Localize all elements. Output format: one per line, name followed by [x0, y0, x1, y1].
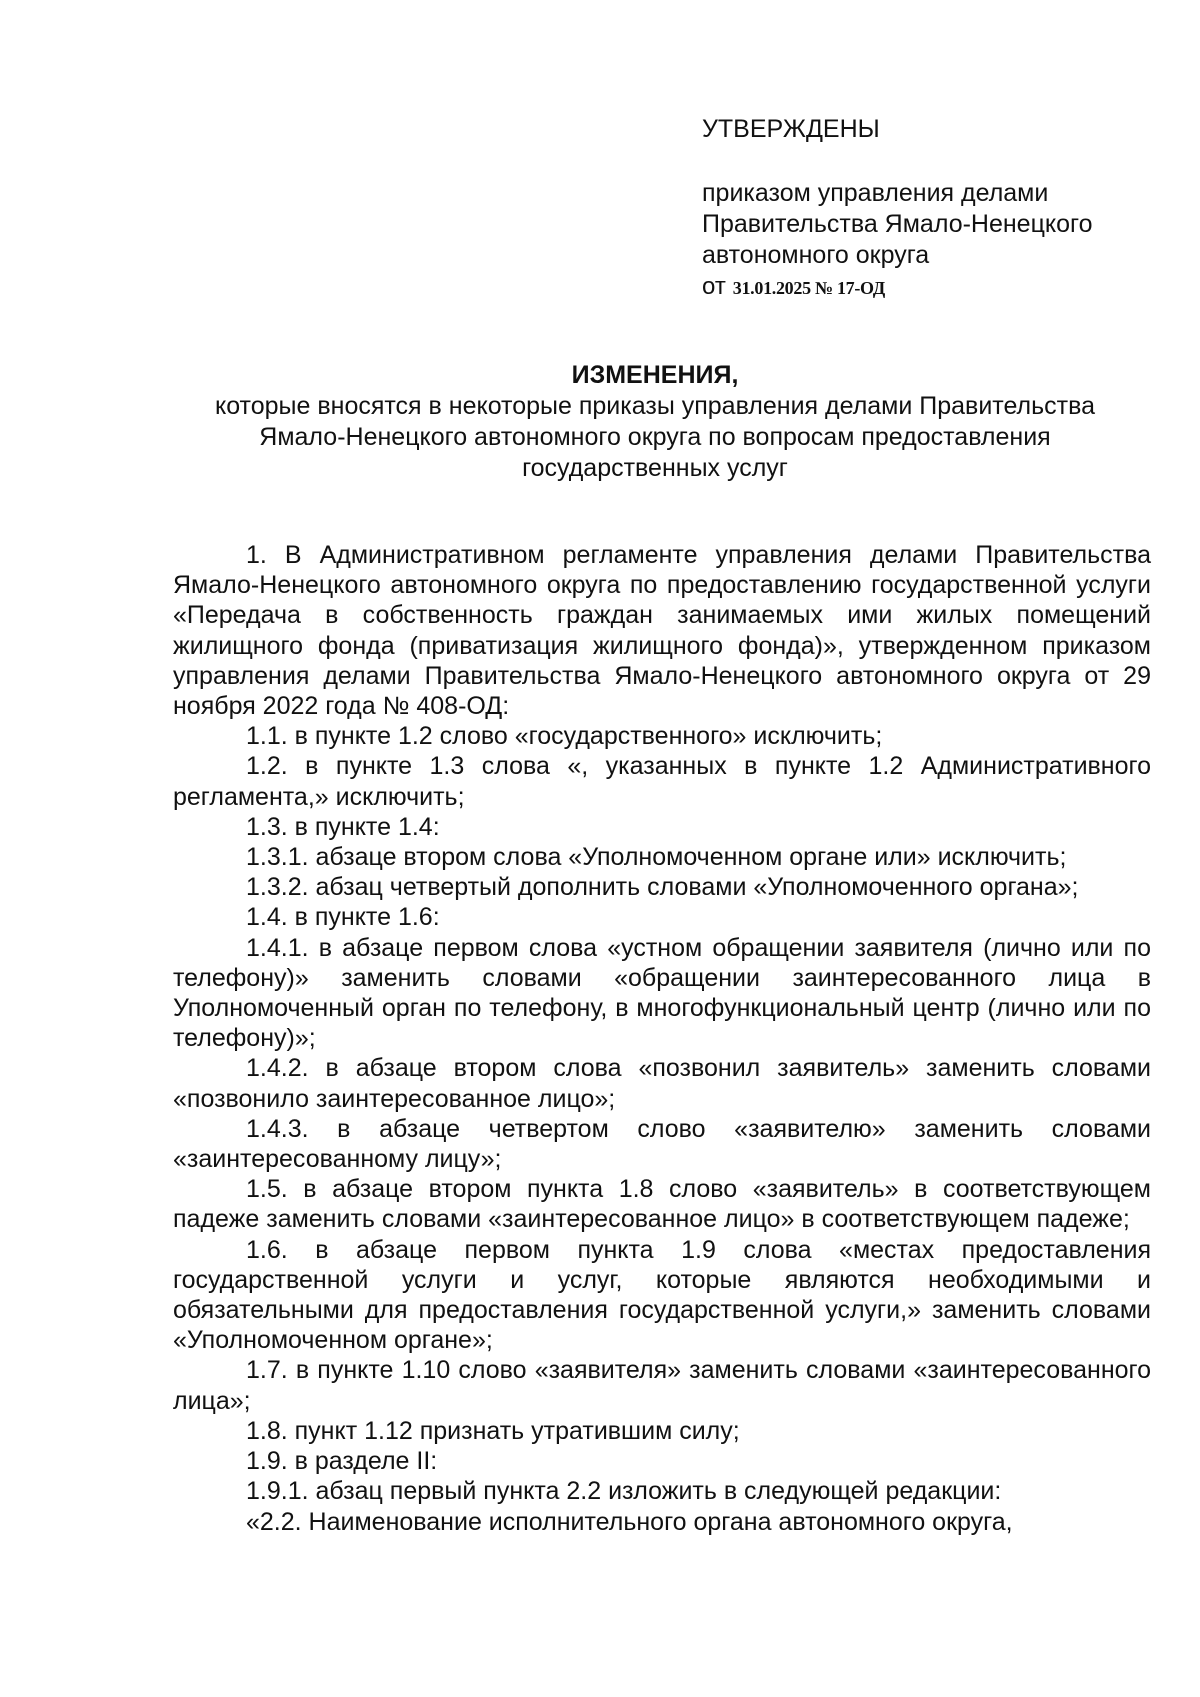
approval-line: Правительства Ямало-Ненецкого: [702, 210, 1093, 238]
paragraph: «2.2. Наименование исполнительного органа автономного округа,: [246, 1507, 1013, 1536]
heading-line: которые вносятся в некоторые приказы управления делами Правительства: [214, 392, 1096, 420]
paragraph: 1.6. в абзаце первом пункта 1.9 слова «местах предоставления государственной услуги и услуг, которые являются необходимыми и обязательными для предоставления государственной услуги,» заменить словами «Уполномоченном органе»;: [173, 1235, 1151, 1355]
paragraph: 1.7. в пункте 1.10 слово «заявителя» заменить словами «заинтересованного лица»;: [173, 1356, 1151, 1415]
paragraph: 1.4.3. в абзаце четвертом слово «заявителю» заменить словами «заинтересованному лицу»;: [173, 1114, 1151, 1174]
approval-date-line: [702, 271, 1162, 304]
paragraph: 1.8. пункт 1.12 признать утратившим силу;: [246, 1416, 740, 1445]
paragraph: 1.5. в абзаце втором пункта 1.8 слово «заявитель» в соответствующем падеже заменить словами «заинтересованное лицо» в соответствующем падеже;: [173, 1175, 1151, 1234]
paragraph: 1.4.2. в абзаце втором слова «позвонил заявитель» заменить словами «позвонило заинтересованное лицо»;: [173, 1054, 1151, 1113]
paragraph: 1. В Административном регламенте управления делами Правительства Ямало-Ненецкого автономного округа по предоставлению государственной услуги «Передача в собственность граждан занимаемых ими жилых помещений жилищного фонда (приватизация жилищного фонда)», утвержденном приказом управления делами Правительства Ямало-Ненецкого автономного округа от 29 ноября 2022 года № 408-ОД:: [173, 541, 1151, 721]
document-heading: [160, 360, 1150, 484]
paragraph: 1.3.2. абзац четвертый дополнить словами «Уполномоченного органа»;: [246, 873, 1079, 902]
paragraph: 1.9.1. абзац первый пункта 2.2 изложить в следующей редакции:: [246, 1477, 1002, 1506]
approval-line: приказом управления делами: [702, 179, 1049, 207]
paragraph: 1.9. в разделе II:: [246, 1447, 438, 1476]
heading-line: государственных услуг: [522, 454, 788, 482]
approval-date-value: 31.01.2025 № 17-ОД: [732, 278, 885, 298]
approval-title: УТВЕРЖДЕНЫ: [702, 115, 880, 143]
approval-date-prefix: от: [702, 273, 726, 300]
approval-block: [702, 114, 1162, 304]
paragraph: 1.3. в пункте 1.4:: [246, 812, 440, 841]
heading-line: Ямало-Ненецкого автономного округа по вопросам предоставления: [259, 423, 1051, 451]
heading-title: ИЗМЕНЕНИЯ,: [571, 361, 739, 389]
paragraph: 1.3.1. абзаце втором слова «Уполномоченном органе или» исключить;: [246, 843, 1067, 872]
paragraph: 1.4.1. в абзаце первом слова «устном обращении заявителя (лично или по телефону)» заменить словами «обращении заинтересованного лица в Уполномоченный орган по телефону, в многофункциональный центр (лично или по телефону)»;: [173, 933, 1151, 1053]
paragraph: 1.1. в пункте 1.2 слово «государственного» исключить;: [246, 722, 883, 751]
approval-line: автономного округа: [702, 241, 930, 269]
document-body: [173, 540, 1151, 1537]
paragraph: 1.4. в пункте 1.6:: [246, 903, 440, 932]
paragraph: 1.2. в пункте 1.3 слова «, указанных в пункте 1.2 Административного регламента,» исключить;: [173, 752, 1151, 811]
